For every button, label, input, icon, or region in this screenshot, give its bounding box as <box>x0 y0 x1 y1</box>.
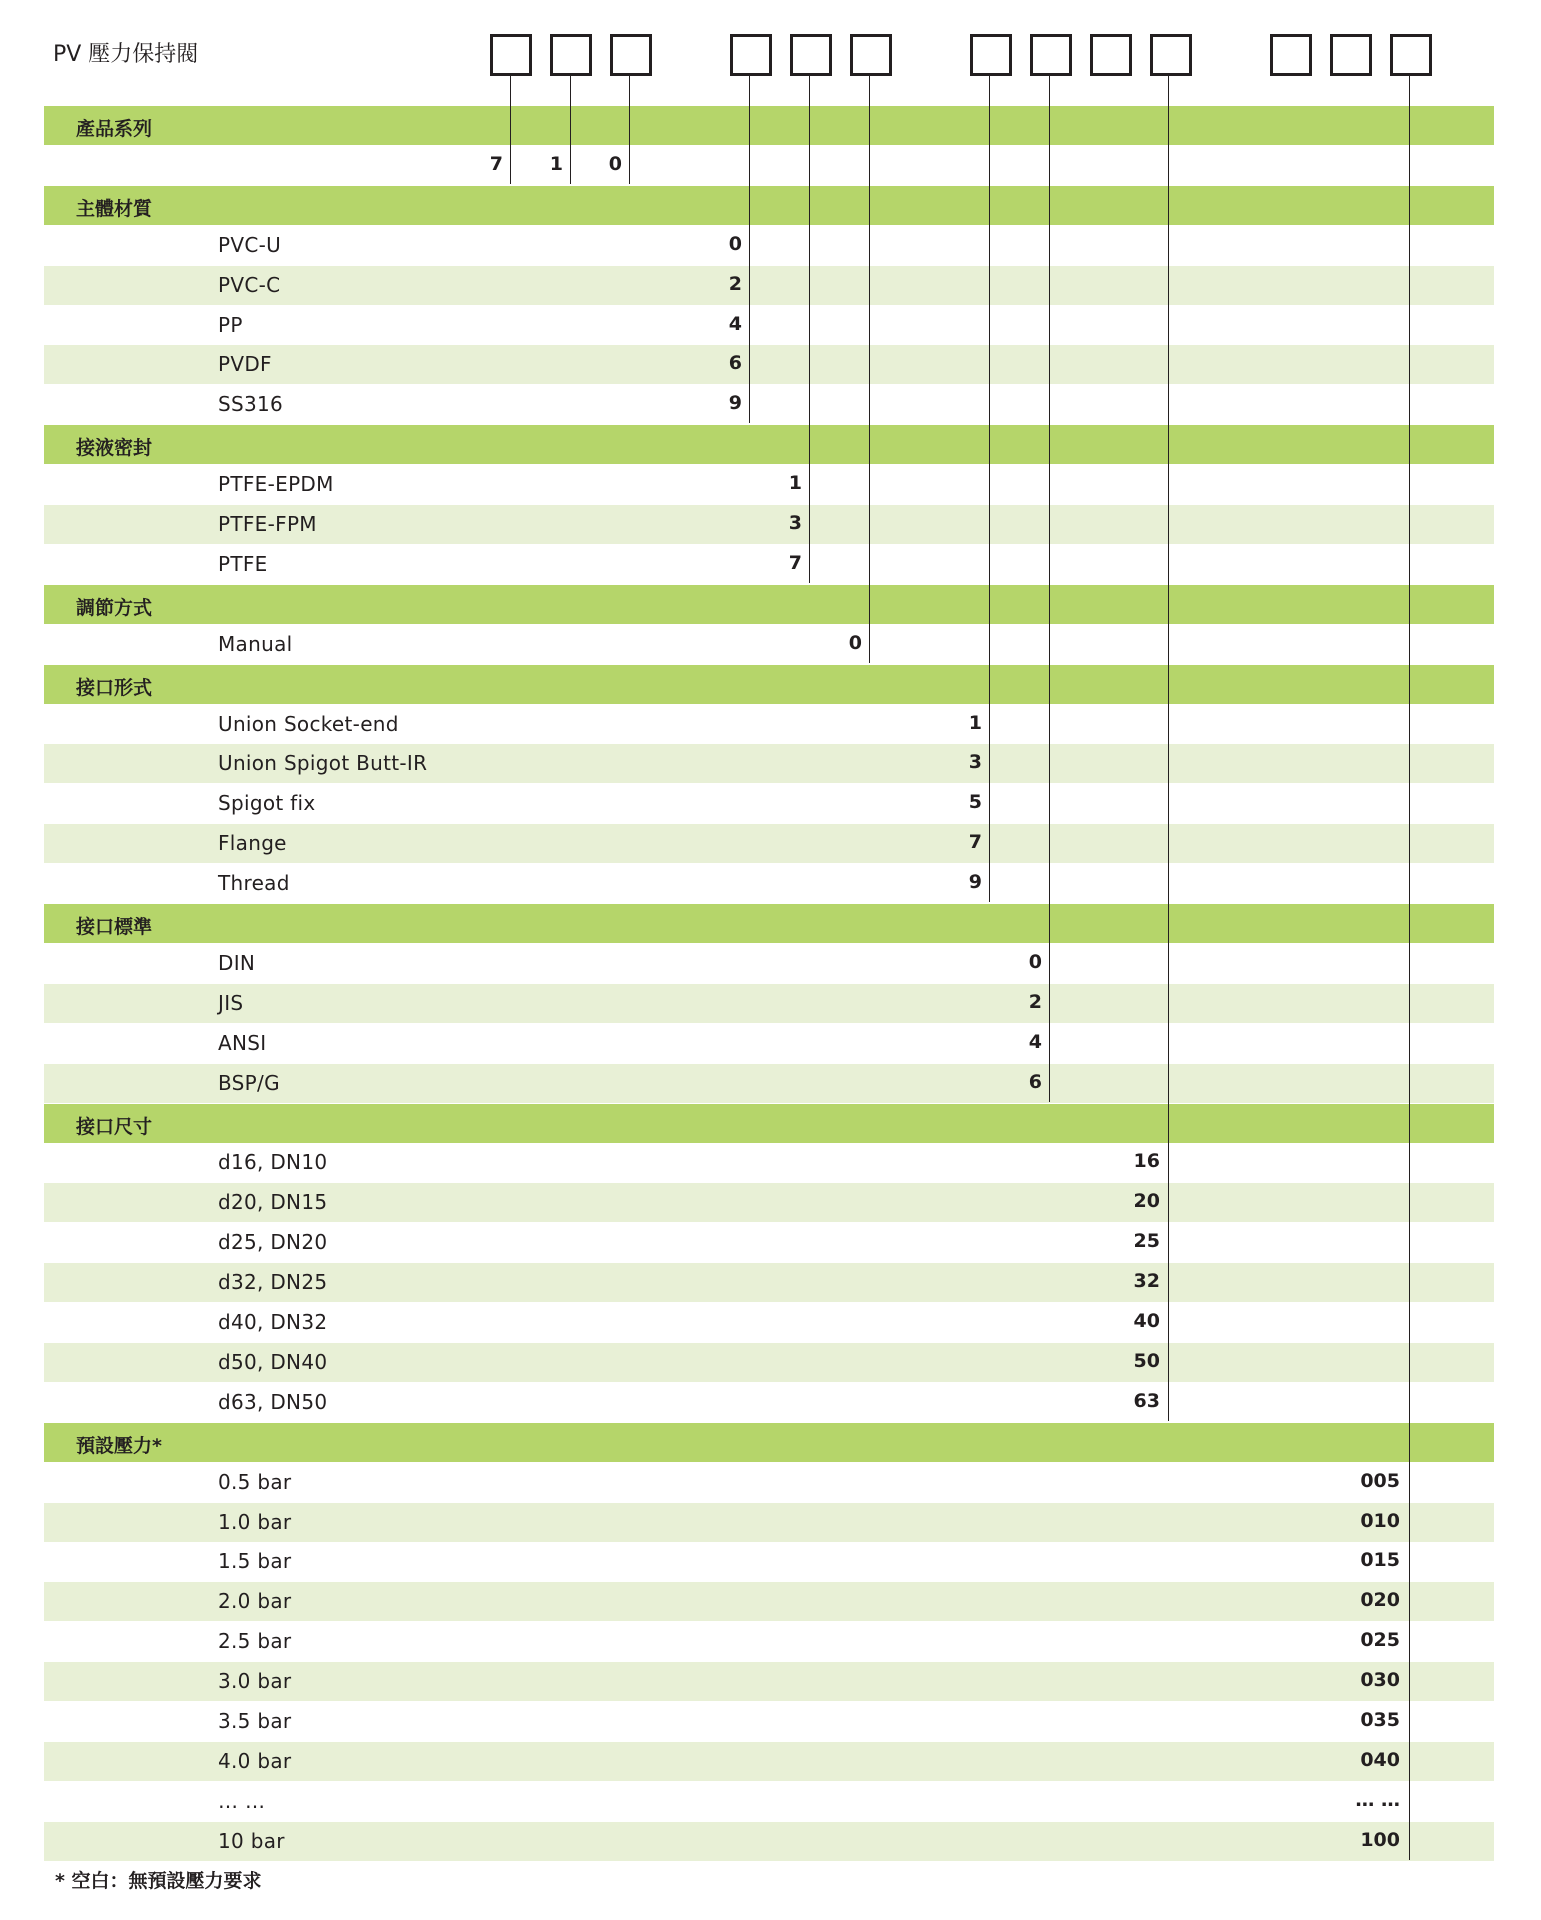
option-code: 4 <box>1028 1030 1042 1053</box>
option-label: 4.0 bar <box>218 1748 292 1773</box>
option-code: 1 <box>549 152 563 175</box>
option-row <box>44 864 1494 903</box>
section-header <box>44 904 1494 943</box>
code-digit-box <box>850 34 892 76</box>
option-code: 020 <box>1360 1589 1400 1612</box>
option-code: 0 <box>728 232 742 255</box>
option-row <box>44 744 1494 783</box>
option-label: PTFE <box>218 551 268 576</box>
code-digit-box <box>730 34 772 76</box>
option-row <box>44 266 1494 305</box>
option-code: 6 <box>1028 1070 1042 1093</box>
option-row <box>44 385 1494 424</box>
connector-line <box>629 76 630 184</box>
code-digit-box <box>1330 34 1372 76</box>
option-label: … … <box>218 1788 266 1813</box>
option-label: 2.0 bar <box>218 1589 292 1614</box>
option-code: 20 <box>1133 1190 1160 1213</box>
option-row <box>44 146 1494 185</box>
connector-line <box>749 76 750 423</box>
code-digit-box <box>1090 34 1132 76</box>
option-code: 40 <box>1133 1310 1160 1332</box>
option-code: 3 <box>968 751 982 774</box>
option-row <box>44 1702 1494 1741</box>
option-code: 6 <box>728 352 742 375</box>
section-header <box>44 1423 1494 1462</box>
option-code: 2 <box>728 272 742 295</box>
option-label: PVC-C <box>218 272 281 297</box>
section-header <box>44 665 1494 704</box>
option-row <box>44 545 1494 584</box>
option-row <box>44 784 1494 823</box>
connector-line <box>1409 76 1410 1860</box>
code-digit-box <box>550 34 592 76</box>
option-row <box>44 1662 1494 1701</box>
option-label: d32, DN25 <box>218 1270 328 1295</box>
option-label: d25, DN20 <box>218 1230 328 1255</box>
option-label: d50, DN40 <box>218 1349 328 1374</box>
code-digit-box <box>610 34 652 76</box>
option-row <box>44 1064 1494 1103</box>
option-row <box>44 824 1494 863</box>
option-label: Manual <box>218 631 293 656</box>
option-code: 0 <box>1028 950 1042 973</box>
option-row <box>44 1183 1494 1222</box>
section-label: 主體材質 <box>76 197 153 220</box>
option-row <box>44 345 1494 384</box>
option-label: d63, DN50 <box>218 1389 328 1414</box>
option-label: 0.5 bar <box>218 1469 292 1494</box>
section-label: 接液密封 <box>76 437 153 460</box>
option-code: 005 <box>1360 1469 1400 1492</box>
option-row <box>44 625 1494 664</box>
option-code: 1 <box>968 711 982 734</box>
option-code: 25 <box>1133 1230 1160 1253</box>
option-label: d20, DN15 <box>218 1190 328 1215</box>
option-code: 7 <box>489 152 503 175</box>
option-label: Union Spigot Butt-IR <box>218 751 428 776</box>
option-label: DIN <box>218 950 256 975</box>
connector-line <box>1168 76 1169 1421</box>
connector-line <box>809 76 810 583</box>
connector-line <box>869 76 870 663</box>
section-header <box>44 186 1494 225</box>
option-label: PTFE-FPM <box>218 512 317 536</box>
code-digit-box <box>1270 34 1312 76</box>
option-row <box>44 226 1494 265</box>
option-label: 10 bar <box>218 1828 285 1853</box>
option-row <box>44 1782 1494 1821</box>
code-digit-box <box>1030 34 1072 76</box>
option-label: d40, DN32 <box>218 1310 328 1334</box>
option-code: 63 <box>1133 1389 1160 1412</box>
option-label: 1.0 bar <box>218 1509 292 1534</box>
code-digit-box <box>970 34 1012 76</box>
option-row <box>44 1223 1494 1262</box>
option-code: 9 <box>968 871 982 894</box>
option-code: 0 <box>608 152 622 175</box>
option-row <box>44 1742 1494 1781</box>
option-label: Union Socket-end <box>218 711 399 736</box>
option-code: 035 <box>1360 1709 1400 1731</box>
option-code: 015 <box>1360 1549 1400 1572</box>
section-label: 預設壓力* <box>76 1434 162 1457</box>
section-header <box>44 106 1494 145</box>
option-row <box>44 1303 1494 1342</box>
section-label: 調節方式 <box>76 596 153 619</box>
option-row <box>44 1383 1494 1422</box>
section-header <box>44 425 1494 464</box>
code-digit-box <box>1390 34 1432 76</box>
option-label: JIS <box>218 990 244 1015</box>
section-label: 接口標準 <box>76 916 153 938</box>
code-digit-box <box>1150 34 1192 76</box>
option-label: BSP/G <box>218 1070 280 1095</box>
option-code: 010 <box>1360 1509 1400 1532</box>
option-row <box>44 705 1494 744</box>
option-label: PVC-U <box>218 232 282 257</box>
option-row <box>44 1263 1494 1302</box>
option-code: 1 <box>788 472 802 495</box>
option-label: Thread <box>218 871 290 896</box>
section-label: 接口尺寸 <box>76 1115 153 1138</box>
option-row <box>44 1343 1494 1382</box>
option-label: 2.5 bar <box>218 1629 292 1654</box>
option-label: SS316 <box>218 392 284 417</box>
option-code: 2 <box>1028 990 1042 1013</box>
option-row <box>44 1503 1494 1542</box>
option-code: 5 <box>968 791 982 814</box>
option-code: 0 <box>848 631 862 654</box>
option-code: 7 <box>968 831 982 854</box>
option-code: … … <box>1355 1788 1400 1811</box>
option-label: PTFE-EPDM <box>218 472 334 497</box>
option-label: d16, DN10 <box>218 1150 328 1175</box>
option-label: 1.5 bar <box>218 1549 292 1574</box>
option-label: ANSI <box>218 1030 267 1055</box>
option-row <box>44 1542 1494 1581</box>
option-code: 50 <box>1133 1349 1160 1372</box>
option-code: 030 <box>1360 1669 1400 1692</box>
option-code: 025 <box>1360 1629 1400 1652</box>
option-code: 9 <box>728 392 742 415</box>
connector-line <box>510 76 511 184</box>
section-label: 接口形式 <box>76 676 153 699</box>
connector-line <box>989 76 990 902</box>
option-row <box>44 505 1494 544</box>
option-label: Spigot fix <box>218 791 316 816</box>
option-label: PP <box>218 312 243 337</box>
option-code: 4 <box>728 312 742 335</box>
option-row <box>44 1143 1494 1182</box>
option-code: 16 <box>1133 1150 1160 1173</box>
option-label: 3.5 bar <box>218 1709 292 1733</box>
section-header <box>44 1104 1494 1143</box>
section-header <box>44 585 1494 624</box>
section-label: 產品系列 <box>76 118 153 140</box>
option-code: 7 <box>788 551 802 574</box>
option-row <box>44 1622 1494 1661</box>
footnote: * 空白：無預設壓力要求 <box>55 1870 262 1892</box>
option-label: Flange <box>218 831 287 856</box>
option-label: 3.0 bar <box>218 1669 292 1694</box>
option-label: PVDF <box>218 352 272 377</box>
option-row <box>44 1463 1494 1502</box>
option-row <box>44 1822 1494 1861</box>
connector-line <box>1049 76 1050 1102</box>
option-code: 3 <box>788 512 802 534</box>
option-row <box>44 944 1494 983</box>
connector-line <box>570 76 571 184</box>
code-digit-box <box>790 34 832 76</box>
option-row <box>44 306 1494 345</box>
option-row <box>44 465 1494 504</box>
option-row <box>44 1024 1494 1063</box>
option-code: 32 <box>1133 1270 1160 1293</box>
page-title: PV 壓力保持閥 <box>53 42 199 67</box>
option-code: 040 <box>1360 1748 1400 1771</box>
option-row <box>44 1582 1494 1621</box>
option-code: 100 <box>1360 1828 1400 1851</box>
code-digit-box <box>490 34 532 76</box>
option-row <box>44 984 1494 1023</box>
